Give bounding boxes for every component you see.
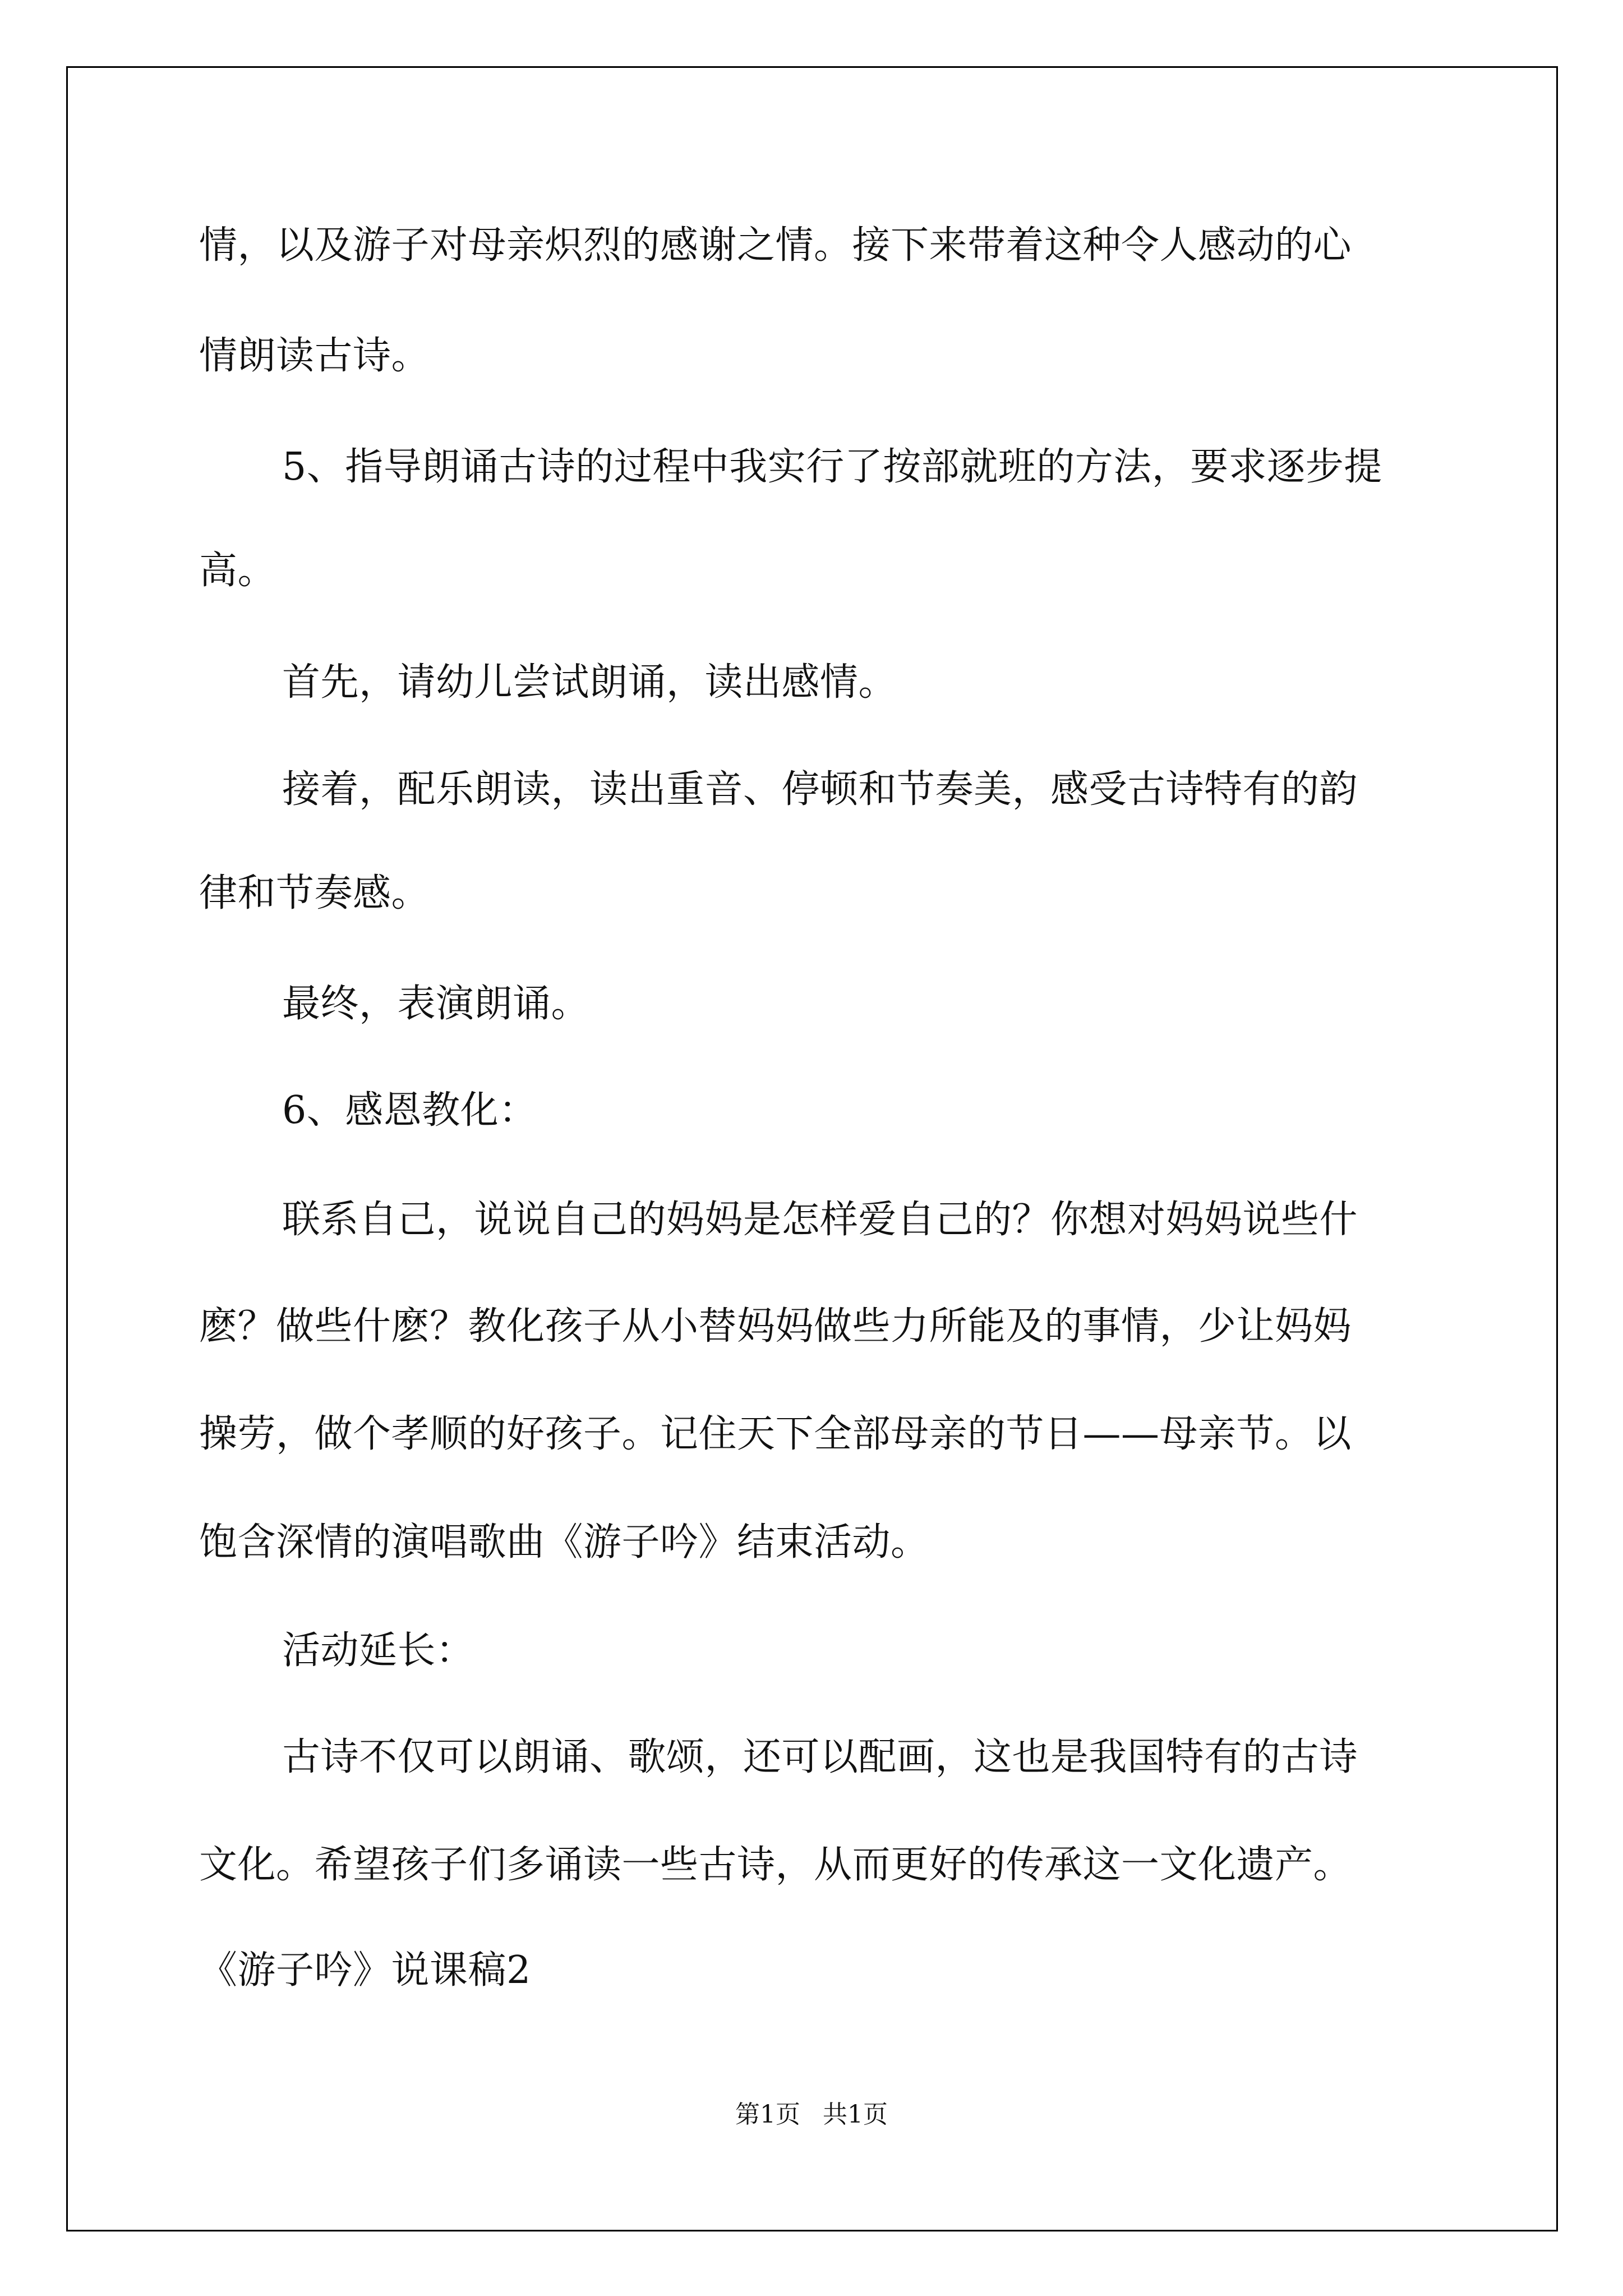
page-number-total: 共1页: [823, 2100, 888, 2129]
body-text-line: 接着，配乐朗读，读出重音、停顿和节奏美，感受古诗特有的韵: [282, 767, 1358, 812]
body-text-line: 情，以及游子对母亲炽烈的感谢之情。接下来带着这种令人感动的心: [199, 223, 1352, 268]
body-text-line: 麽？做些什麽？教化孩子从小替妈妈做些力所能及的事情，少让妈妈: [199, 1304, 1352, 1349]
page-number-current: 第1页: [735, 2100, 800, 2129]
body-text-line: 活动延长：: [282, 1628, 474, 1673]
body-text-line: 5、指导朗诵古诗的过程中我实行了按部就班的方法，要求逐步提: [282, 445, 1382, 489]
body-text-line: 律和节奏感。: [199, 871, 430, 915]
body-text-line: 6、感恩教化：: [282, 1088, 537, 1133]
body-text-line: 文化。希望孩子们多诵读一些古诗，从而更好的传承这一文化遗产。: [199, 1843, 1352, 1887]
body-text-line: 联系自己，说说自己的妈妈是怎样爱自己的？你想对妈妈说些什: [282, 1198, 1358, 1242]
section-heading: 《游子吟》说课稿2: [199, 1948, 531, 1993]
page-footer: [0, 2098, 1623, 2132]
body-text-line: 首先，请幼儿尝试朗诵，读出感情。: [282, 660, 897, 705]
body-text-line: 高。: [199, 549, 276, 593]
body-text-line: 最终，表演朗诵。: [282, 982, 590, 1026]
page-border: [66, 66, 1558, 2231]
body-text-line: 操劳，做个孝顺的好孩子。记住天下全部母亲的节日——母亲节。以: [199, 1412, 1352, 1456]
body-text-line: 古诗不仅可以朗诵、歌颂，还可以配画，这也是我国特有的古诗: [282, 1735, 1358, 1779]
body-text-line: 饱含深情的演唱歌曲《游子吟》结束活动。: [199, 1520, 929, 1565]
body-text-line: 情朗读古诗。: [199, 334, 430, 378]
